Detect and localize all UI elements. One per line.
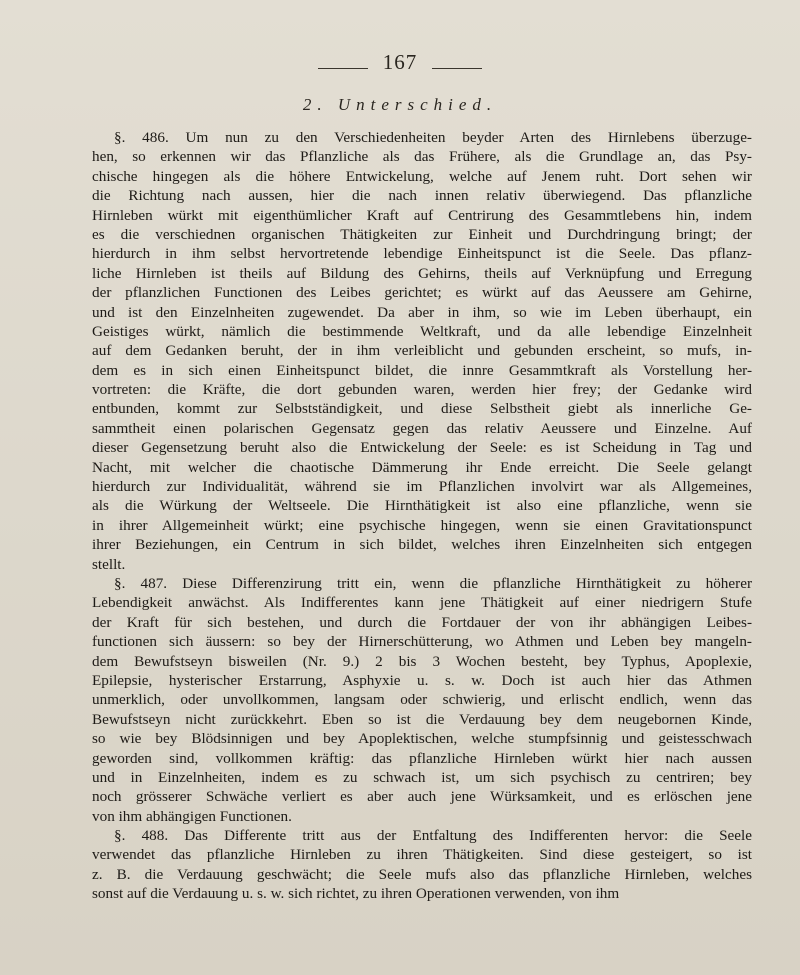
text-line: z. B. die Verdauung geschwächt; die Seele mufs also das pflanzliche Hirnleben, welches xyxy=(92,865,752,883)
page-header xyxy=(0,50,800,75)
paragraph xyxy=(92,128,752,574)
text-line: Nacht, mit welcher die chaotische Dämmerung ihr Ende erreicht. Die Seele gelangt xyxy=(92,458,752,476)
text-line: der pflanzlichen Functionen des Leibes gerichtet; es würkt auf das Aeussere am Gehirne, xyxy=(92,284,752,302)
section-heading: 2. Unterschied. xyxy=(302,95,498,114)
text-line: entbunden, kommt zur Selbstständigkeit, und diese Selbstheit giebt als innerliche Ge- xyxy=(92,400,752,418)
text-line: dem es in sich einen Einheitspunct bildet, die innre Gesammtkraft als Vorstellung her- xyxy=(92,361,752,379)
text-line: functionen sich äussern: so bey der Hirnerschütterung, wo Athmen und Leben bey mangeln- xyxy=(92,633,752,651)
paragraph xyxy=(92,826,752,904)
text-line: Bewufstseyn nicht zurückkehrt. Eben so ist die Verdauung bey dem neugebornen Kinde, xyxy=(92,710,752,728)
text-line: und ist den Einzelnheiten zugewendet. Da aber in ihm, so wie im Leben überhaupt, ein xyxy=(92,303,752,321)
text-line: als die Würkung der Weltseele. Die Hirnthätigkeit ist also eine pflanzliche, wenn sie xyxy=(92,497,752,515)
body-text xyxy=(92,128,752,904)
text-line: die Richtung nach aussen, hier die nach innen relativ überwiegend. Das pflanzliche xyxy=(92,187,752,205)
paragraph xyxy=(92,574,752,826)
text-line: liche Hirnleben ist theils auf Bildung des Gehirns, theils auf Verknüpfung und Erregung xyxy=(92,264,752,282)
text-line: sonst auf die Verdauung u. s. w. sich richtet, zu ihren Operationen verwenden, von ihm xyxy=(92,885,620,903)
text-line: dem Bewufstseyn bisweilen (Nr. 9.) 2 bis 3 Wochen besteht, bey Typhus, Apoplexie, xyxy=(92,652,752,670)
text-line: unmerklich, oder unvollkommen, langsam oder schwierig, und erlischt endlich, wenn das xyxy=(92,691,752,709)
text-line: chische hingegen als die höhere Entwickelung, welche auf Jenem ruht. Dort sehen wir xyxy=(92,167,752,185)
text-line: Lebendigkeit anwächst. Als Indifferentes kann jene Thätigkeit auf einer niedrigern Stufe xyxy=(92,594,752,612)
text-line: vortreten: die Kräfte, die dort gebunden waren, werden hier frey; der Gedanke wird xyxy=(92,381,752,399)
page-number: 167 xyxy=(382,50,418,74)
text-line: stellt. xyxy=(92,555,126,573)
text-line: und in Einzelnheiten, indem es zu schwach ist, um sich psychisch zu centriren; bey xyxy=(92,768,752,786)
text-line: in ihrer Allgemeinheit würkt; eine psychische hingegen, wenn sie einen Gravitationspunct xyxy=(92,516,752,534)
text-line: verwendet das pflanzliche Hirnleben zu ihren Thätigkeiten. Sind diese gesteigert, so ist xyxy=(92,846,752,864)
text-line: Epilepsie, hysterischer Erstarrung, Asphyxie u. s. w. Doch ist auch hier das Athmen xyxy=(92,671,752,689)
text-line: noch grösserer Schwäche verliert es aber auch jene Würksamkeit, und es erlöschen jene xyxy=(92,788,752,806)
text-line: sammtheit einen polarischen Gegensatz gegen das relativ Aeussere und Einzelne. Auf xyxy=(92,419,752,437)
text-line: §. 486. Um nun zu den Verschiedenheiten beyder Arten des Hirnlebens überzuge- xyxy=(114,129,752,146)
text-line: von ihm abhängigen Functionen. xyxy=(92,807,292,825)
text-line: hen, so erkennen wir das Pflanzliche als das Frühere, als die Grundlage an, das Psy- xyxy=(92,148,752,166)
text-line: es die verschiednen organischen Thätigkeiten zur Einheit und Durchdringung bringt; der xyxy=(92,225,752,243)
text-line: hierdurch zur Individualität, während sie im Pflanzlichen involvirt war als Allgemeines, xyxy=(92,478,752,496)
text-line: geworden sind, vollkommen kräftig: das pflanzliche Hirnleben würkt hier nach aussen xyxy=(92,749,752,767)
text-line: dieser Gegensetzung beruht also die Entwickelung der Seele: es ist Scheidung in Tag und xyxy=(92,439,752,457)
text-line: Hirnleben würkt mit eigenthümlicher Kraft auf Centrirung des Gesammtlebens hin, indem xyxy=(92,206,752,224)
text-line: der Kraft für sich bestehen, und durch die Fortdauer der von ihr abhängigen Leibes- xyxy=(92,613,752,631)
text-line: §. 487. Diese Differenzirung tritt ein, wenn die pflanzliche Hirnthätigkeit zu höherer xyxy=(114,574,752,592)
text-line: ihrer Beziehungen, ein Centrum in sich bildet, welches ihren Einzelnheiten sich entgegen xyxy=(92,536,752,554)
text-line: auf dem Gedanken beruht, der in ihm verleiblicht und gebunden erscheint, so mufs, in- xyxy=(92,342,752,360)
text-line: §. 488. Das Differente tritt aus der Entfaltung des Indifferenten hervor: die Seele xyxy=(114,827,752,845)
text-line: hierdurch in ihm selbst hervortretende lebendige Einheitspunct ist die Seele. Das pflanz- xyxy=(92,245,752,263)
text-line: so wie bey Blödsinnigen und bey Apoplektischen, welche stumpfsinnig und geistesschwach xyxy=(92,730,752,748)
text-line: Geistiges würkt, nämlich die bestimmende Weltkraft, und da alle lebendige Einzelnheit xyxy=(92,322,752,340)
